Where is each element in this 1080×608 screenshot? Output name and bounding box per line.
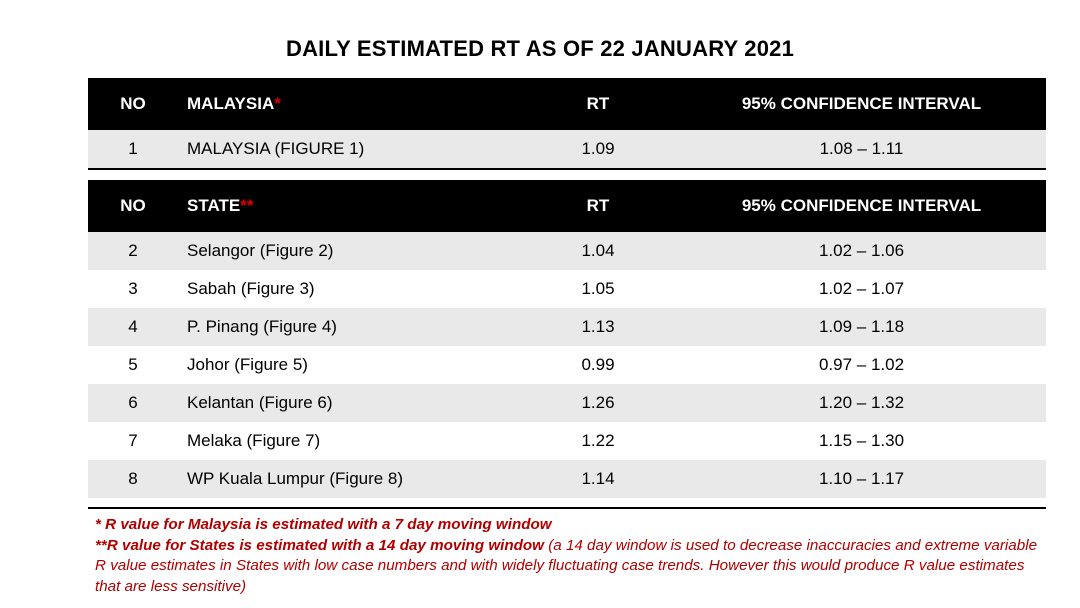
- row-rt: 1.22: [581, 431, 615, 450]
- header-no: NO: [120, 196, 146, 215]
- national-table: [88, 78, 1046, 168]
- row-no: 2: [128, 241, 138, 260]
- header-rt: RT: [586, 196, 610, 215]
- row-ci: 0.97 – 1.02: [818, 355, 905, 374]
- header-malaysia: [187, 78, 281, 130]
- national-table-header: [88, 78, 1046, 130]
- footnotes: [95, 515, 1050, 597]
- row-ci: 1.15 – 1.30: [818, 431, 905, 450]
- row-name: MALAYSIA (FIGURE 1): [187, 139, 365, 158]
- row-ci: 1.08 – 1.11: [819, 139, 904, 158]
- row-rt: 1.09: [581, 139, 615, 158]
- header-malaysia-label: MALAYSIA: [187, 94, 275, 113]
- table-row: [88, 346, 1046, 384]
- header-state: [187, 180, 253, 232]
- row-rt: 1.26: [581, 393, 615, 412]
- table-divider: [88, 168, 1046, 170]
- state-table: [88, 180, 1046, 498]
- footnote-states-detail: (a 14 day window is used to decrease inaccuracies and extreme variable R value estimates in States with low case numbers and with widely fluctuating case trends. However this would produce R value estimates that are less sensitive): [95, 536, 1038, 595]
- row-no: 5: [128, 355, 138, 374]
- table-row: [88, 232, 1046, 270]
- row-no: 3: [128, 279, 138, 298]
- table-row: [88, 384, 1046, 422]
- row-no: 6: [128, 393, 138, 412]
- row-name: Melaka (Figure 7): [187, 431, 321, 450]
- header-state-asterisk: **: [240, 196, 254, 215]
- row-no: 1: [128, 139, 138, 158]
- row-ci: 1.10 – 1.17: [818, 469, 905, 488]
- header-state-label: STATE: [187, 196, 241, 215]
- row-rt: 1.04: [581, 241, 615, 260]
- row-no: 7: [128, 431, 138, 450]
- state-table-header: [88, 180, 1046, 232]
- row-rt: 0.99: [581, 355, 615, 374]
- row-name: P. Pinang (Figure 4): [187, 317, 337, 336]
- table-row: [88, 308, 1046, 346]
- table-row: [88, 422, 1046, 460]
- header-rt: RT: [586, 94, 610, 113]
- row-rt: 1.13: [581, 317, 615, 336]
- row-ci: 1.20 – 1.32: [818, 393, 905, 412]
- row-name: Sabah (Figure 3): [187, 279, 315, 298]
- page-title: DAILY ESTIMATED RT AS OF 22 JANUARY 2021: [285, 36, 795, 61]
- header-ci: 95% CONFIDENCE INTERVAL: [741, 94, 982, 113]
- header-malaysia-asterisk: *: [274, 94, 281, 113]
- header-no: NO: [120, 94, 146, 113]
- footnote-states-bold: **R value for States is estimated with a 14 day moving window: [95, 536, 544, 554]
- row-no: 4: [128, 317, 138, 336]
- footnote-states: [95, 536, 1050, 598]
- row-name: Selangor (Figure 2): [187, 241, 334, 260]
- row-name: WP Kuala Lumpur (Figure 8): [187, 469, 404, 488]
- row-ci: 1.02 – 1.07: [818, 279, 905, 298]
- row-name: Johor (Figure 5): [187, 355, 308, 374]
- table-row: [88, 270, 1046, 308]
- footnote-malaysia: * R value for Malaysia is estimated with a 7 day moving window: [95, 516, 552, 533]
- table-row: [88, 460, 1046, 498]
- table-bottom-rule: [88, 507, 1046, 509]
- row-ci: 1.02 – 1.06: [818, 241, 905, 260]
- row-ci: 1.09 – 1.18: [818, 317, 905, 336]
- row-no: 8: [128, 469, 138, 488]
- row-rt: 1.05: [581, 279, 615, 298]
- table-row: [88, 130, 1046, 168]
- row-name: Kelantan (Figure 6): [187, 393, 333, 412]
- row-rt: 1.14: [581, 469, 615, 488]
- header-ci: 95% CONFIDENCE INTERVAL: [741, 196, 982, 215]
